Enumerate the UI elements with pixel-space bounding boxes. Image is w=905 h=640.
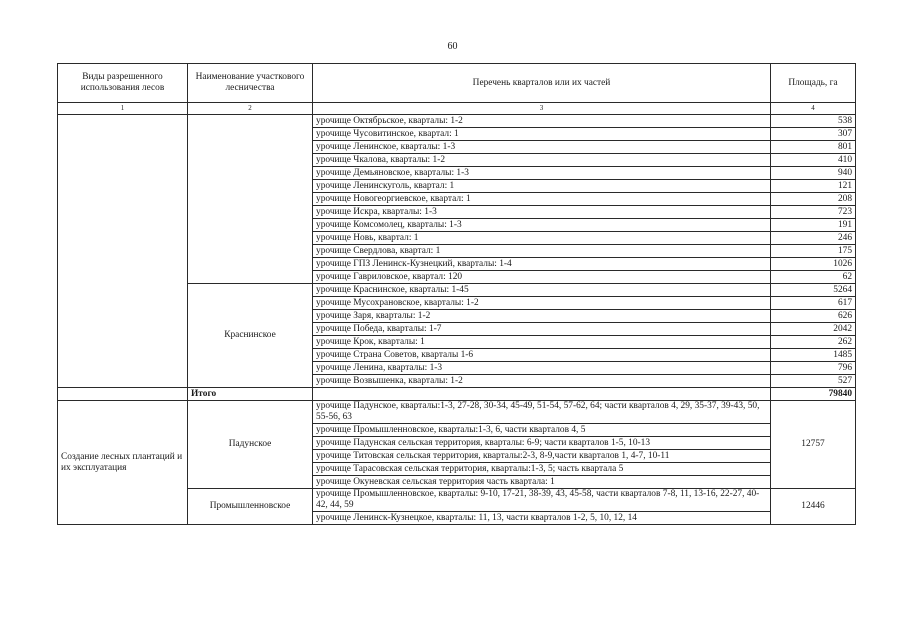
- area-value: 801: [771, 141, 856, 154]
- quarter-name: урочище Окуневская сельская территория часть квартала: 1: [313, 476, 771, 489]
- quarter-name: урочище Гавриловское, квартал: 120: [313, 271, 771, 284]
- header-row: [58, 64, 856, 103]
- area-value: 940: [771, 167, 856, 180]
- quarter-name: урочище Свердлова, квартал: 1: [313, 245, 771, 258]
- use-type-cell: [58, 115, 188, 388]
- forest-use-table: [57, 63, 856, 525]
- quarter-name: урочище Промышленновское, кварталы: 9-10, 17-21, 38-39, 43, 45-58, части кварталов 7-8, 11, 13-16, 22-27, 40-42, 44, 59: [313, 489, 771, 512]
- table-row: [58, 388, 856, 401]
- quarter-name: урочище Возвышенка, кварталы: 1-2: [313, 375, 771, 388]
- page-number: 60: [447, 41, 458, 52]
- quarter-name: урочище Комсомолец, кварталы: 1-3: [313, 219, 771, 232]
- quarter-name: урочище Ленинск-Кузнецкое, кварталы: 11, 13, части кварталов 1-2, 5, 10, 12, 14: [313, 512, 771, 525]
- header-quarters: Перечень кварталов или их частей: [313, 64, 771, 103]
- column-number-row: [58, 103, 856, 115]
- table-row: [58, 401, 856, 424]
- area-value: 12757: [771, 401, 856, 489]
- empty-cell: [313, 388, 771, 401]
- quarter-name: урочище Ленинскуголь, квартал: 1: [313, 180, 771, 193]
- quarter-name: урочище Ленина, кварталы: 1-3: [313, 362, 771, 375]
- area-value: 62: [771, 271, 856, 284]
- area-value: 617: [771, 297, 856, 310]
- quarter-name: урочище Чусовитинское, квартал: 1: [313, 128, 771, 141]
- quarter-name: урочище Заря, кварталы: 1-2: [313, 310, 771, 323]
- area-value: 175: [771, 245, 856, 258]
- area-value: 262: [771, 336, 856, 349]
- col-number: 2: [188, 103, 313, 115]
- table-row: [58, 115, 856, 128]
- area-value: 307: [771, 128, 856, 141]
- header-use-type: Виды разрешенного использования лесов: [58, 64, 188, 103]
- forestry-cell: [188, 115, 313, 284]
- forestry-name: Краснинское: [188, 284, 313, 388]
- quarter-name: урочище Искра, кварталы: 1-3: [313, 206, 771, 219]
- quarter-name: урочище Тарасовская сельская территория, кварталы:1-3, 5; часть квартала 5: [313, 463, 771, 476]
- col-number: 4: [771, 103, 856, 115]
- quarter-name: урочище Титовская сельская территория, кварталы:2-3, 8-9,части кварталов 1, 4-7, 10-11: [313, 450, 771, 463]
- area-value: 208: [771, 193, 856, 206]
- area-value: 12446: [771, 489, 856, 525]
- total-label: Итого: [188, 388, 313, 401]
- col-number: 3: [313, 103, 771, 115]
- area-value: 191: [771, 219, 856, 232]
- quarter-name: урочище Падунское, кварталы:1-3, 27-28, 30-34, 45-49, 51-54, 57-62, 64; части кварталов 4, 29, 35-37, 39-43, 50, 55-56, 63: [313, 401, 771, 424]
- area-value: 723: [771, 206, 856, 219]
- quarter-name: урочище Мусохрановское, кварталы: 1-2: [313, 297, 771, 310]
- header-area: Площадь, га: [771, 64, 856, 103]
- quarter-name: урочище Новогеоргиевское, квартал: 1: [313, 193, 771, 206]
- header-forestry: Наименование участкового лесничества: [188, 64, 313, 103]
- area-value: 796: [771, 362, 856, 375]
- quarter-name: урочище ГПЗ Ленинск-Кузнецкий, кварталы: 1-4: [313, 258, 771, 271]
- area-value: 121: [771, 180, 856, 193]
- forestry-name: Промышленновское: [188, 489, 313, 525]
- quarter-name: урочище Падунская сельская территория, кварталы: 6-9; части кварталов 1-5, 10-13: [313, 437, 771, 450]
- quarter-name: урочище Новь, квартал: 1: [313, 232, 771, 245]
- area-value: 626: [771, 310, 856, 323]
- area-value: 527: [771, 375, 856, 388]
- quarter-name: урочище Победа, кварталы: 1-7: [313, 323, 771, 336]
- quarter-name: урочище Октябрьское, кварталы: 1-2: [313, 115, 771, 128]
- use-type-name: Создание лесных плантаций и их эксплуатация: [58, 401, 188, 525]
- forestry-name: Падунское: [188, 401, 313, 489]
- area-value: 1485: [771, 349, 856, 362]
- area-value: 2042: [771, 323, 856, 336]
- col-number: 1: [58, 103, 188, 115]
- quarter-name: урочище Промышленновское, кварталы:1-3, 6, части кварталов 4, 5: [313, 424, 771, 437]
- quarter-name: урочище Ленинское, кварталы: 1-3: [313, 141, 771, 154]
- area-value: 410: [771, 154, 856, 167]
- empty-cell: [58, 388, 188, 401]
- area-value: 246: [771, 232, 856, 245]
- quarter-name: урочище Чкалова, кварталы: 1-2: [313, 154, 771, 167]
- area-value: 538: [771, 115, 856, 128]
- area-value: 1026: [771, 258, 856, 271]
- quarter-name: урочище Краснинское, кварталы: 1-45: [313, 284, 771, 297]
- area-value: 5264: [771, 284, 856, 297]
- quarter-name: урочище Крок, кварталы: 1: [313, 336, 771, 349]
- total-value: 79840: [771, 388, 856, 401]
- quarter-name: урочище Демьяновское, кварталы: 1-3: [313, 167, 771, 180]
- quarter-name: урочище Страна Советов, кварталы 1-6: [313, 349, 771, 362]
